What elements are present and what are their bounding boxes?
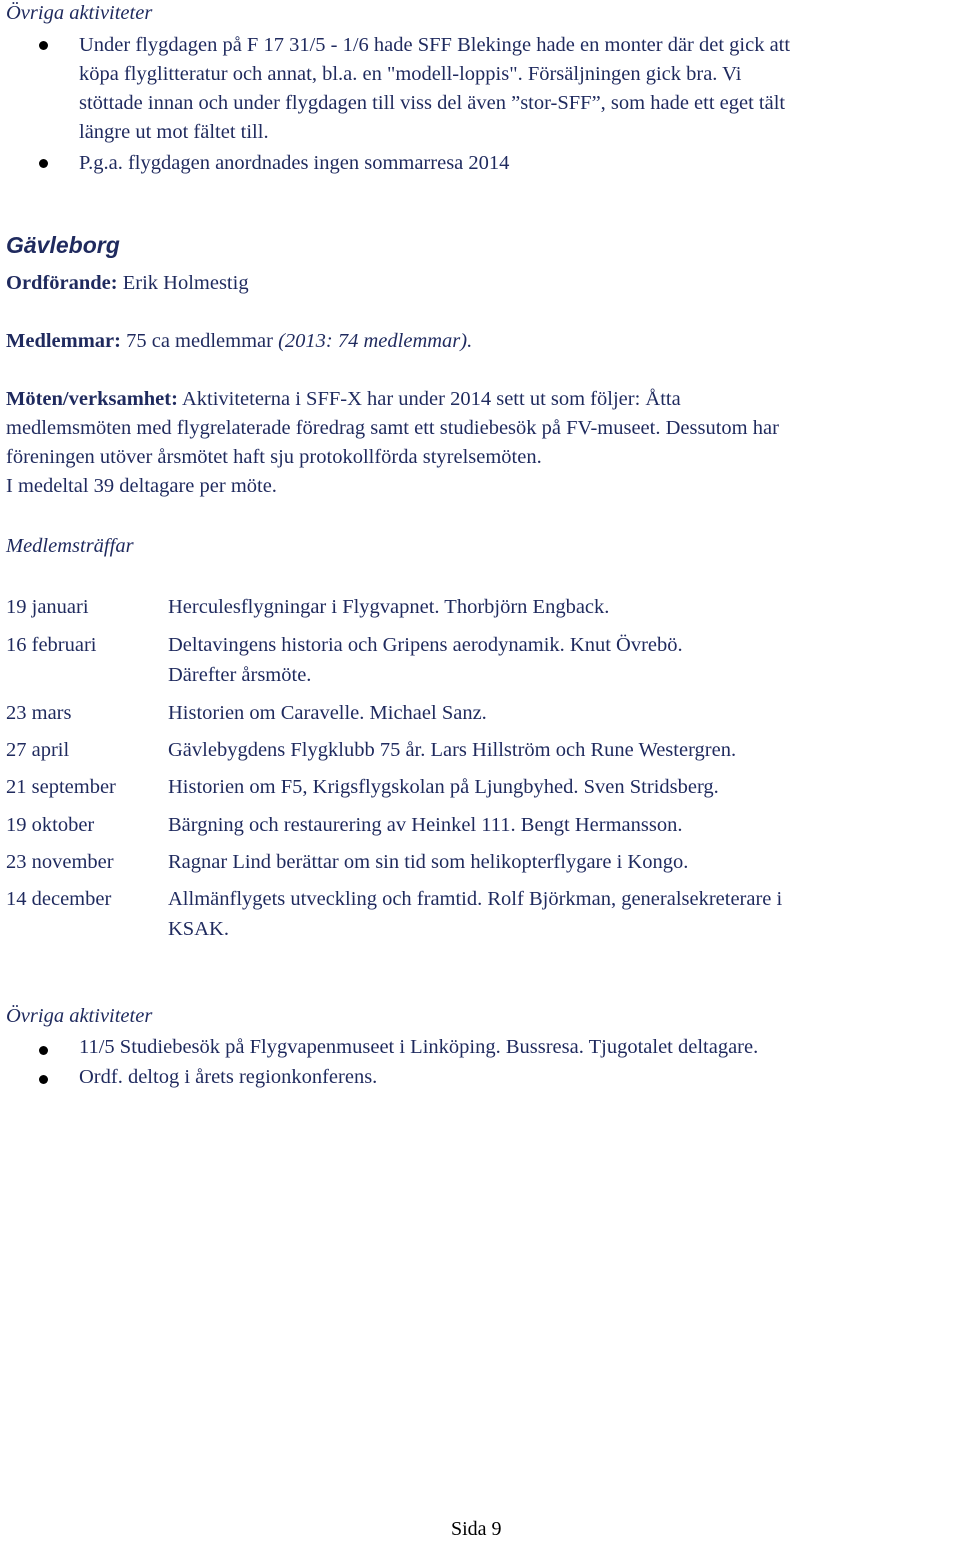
region-title: Gävleborg: [6, 232, 120, 258]
meetup-date: 16 februari: [6, 634, 97, 656]
section-heading-other-activities: Övriga aktiviteter: [6, 2, 153, 24]
meetup-topic: Ragnar Lind berättar om sin tid som helikopterflygare i Kongo.: [168, 851, 689, 873]
members-note: (2013: 74 medlemmar).: [278, 330, 473, 352]
text-line: P.g.a. flygdagen anordnades ingen sommarresa 2014: [79, 152, 510, 174]
meetings-paragraph: [6, 385, 779, 501]
meetup-topic: Historien om Caravelle. Michael Sanz.: [168, 702, 487, 724]
bullet-item-summer-trip: [79, 149, 509, 178]
meetup-date: 21 september: [6, 776, 116, 798]
meetup-date: 19 oktober: [6, 814, 95, 836]
meetups-heading: Medlemsträffar: [6, 535, 134, 557]
meetup-date: 27 april: [6, 739, 70, 761]
bullet-icon: [39, 1046, 48, 1055]
meetup-topic: Allmänflygets utveckling och framtid. Rolf Björkman, generalsekreterare i: [168, 888, 783, 910]
text-line: medlemsmöten med flygrelaterade föredrag samt ett studiebesök på FV-museet. Dessutom har: [6, 417, 779, 439]
meetup-topic: Historien om F5, Krigsflygskolan på Ljungbyhed. Sven Stridsberg.: [168, 776, 719, 798]
text-line: stöttade innan och under flygdagen till viss del även ”stor-SFF”, som hade ett eget tält: [79, 92, 786, 114]
meetings-label: Möten/verksamhet:: [6, 388, 178, 410]
meetup-topic-continued: Därefter årsmöte.: [168, 664, 312, 686]
meetup-topic: Bärgning och restaurering av Heinkel 111. Bengt Hermansson.: [168, 814, 683, 836]
members-label: Medlemmar:: [6, 330, 121, 352]
meetup-date: 23 mars: [6, 702, 72, 724]
meetup-topic: Gävlebygdens Flygklubb 75 år. Lars Hillström och Rune Westergren.: [168, 739, 737, 761]
chair-label: Ordförande:: [6, 272, 118, 294]
meetup-topic: Deltavingens historia och Gripens aerodynamik. Knut Övrebö.: [168, 634, 683, 656]
chair-line: [6, 272, 249, 295]
page-number: Sida 9: [451, 1518, 502, 1540]
meetup-topic-continued: KSAK.: [168, 918, 229, 940]
meetup-topic: Herculesflygningar i Flygvapnet. Thorbjörn Engback.: [168, 596, 610, 618]
bullet-item-flyday: [79, 31, 790, 147]
members-line: [6, 330, 472, 353]
bullet-icon: [39, 41, 48, 50]
text-line: föreningen utöver årsmötet haft sju protokollförda styrelsemöten.: [6, 446, 542, 468]
text-line: I medeltal 39 deltagare per möte.: [6, 475, 277, 497]
chair-value: Erik Holmestig: [122, 272, 249, 294]
bullet-item-regional-conference: Ordf. deltog i årets regionkonferens.: [79, 1066, 378, 1088]
text-line: längre ut mot fältet till.: [79, 121, 269, 143]
meetup-date: 23 november: [6, 851, 114, 873]
text-line: [6, 385, 779, 414]
section-heading-other-activities-2: Övriga aktiviteter: [6, 1005, 153, 1027]
meetup-date: 14 december: [6, 888, 112, 910]
bullet-item-museum-visit: 11/5 Studiebesök på Flygvapenmuseet i Linköping. Bussresa. Tjugotalet deltagare.: [79, 1036, 759, 1058]
text-line: Under flygdagen på F 17 31/5 - 1/6 hade SFF Blekinge hade en monter där det gick att: [79, 34, 791, 56]
meetup-date: 19 januari: [6, 596, 89, 618]
text-line: köpa flyglitteratur och annat, bl.a. en "modell-loppis". Försäljningen gick bra. Vi: [79, 63, 742, 85]
meetings-text: Aktiviteterna i SFF-X har under 2014 sett ut som följer: Åtta: [181, 388, 681, 410]
bullet-icon: [39, 159, 48, 168]
members-value: 75 ca medlemmar: [126, 330, 273, 352]
bullet-icon: [39, 1075, 48, 1084]
